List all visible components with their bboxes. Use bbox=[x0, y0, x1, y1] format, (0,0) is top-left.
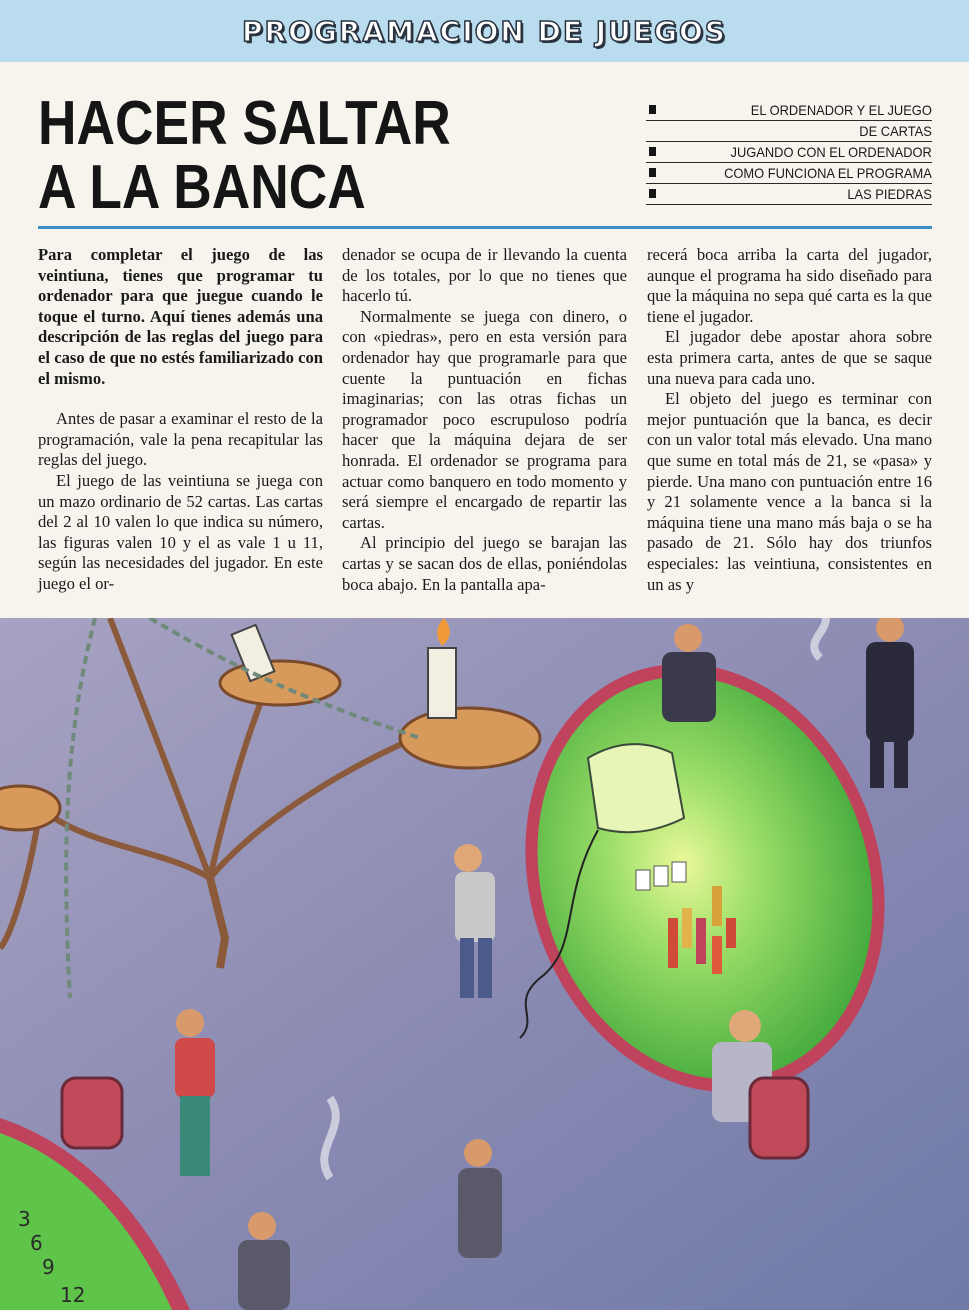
paragraph: recerá boca arriba la carta del jugador, aunque el programa ha sido diseñado para que la máquina no sepa qué carta es la que tiene el jugador. bbox=[647, 245, 932, 326]
section-banner bbox=[0, 0, 969, 62]
bullet-icon bbox=[649, 105, 656, 114]
roulette-number: 9 bbox=[42, 1255, 55, 1279]
article-title bbox=[38, 89, 451, 222]
toc-item: JUGANDO CON EL ORDENADOR bbox=[646, 142, 932, 163]
roulette-number: 12 bbox=[60, 1283, 86, 1307]
title-line-1: HACER SALTAR bbox=[38, 89, 451, 158]
card bbox=[636, 870, 650, 890]
bullet-icon bbox=[649, 189, 656, 198]
candle bbox=[428, 648, 456, 718]
card bbox=[654, 866, 668, 886]
toc-item: LAS PIEDRAS bbox=[646, 184, 932, 205]
toc-item: DE CARTAS bbox=[646, 121, 932, 142]
paragraph: denador se ocupa de ir llevando la cuenta de los totales, por lo que no tienes que hacerlo tú. bbox=[342, 245, 627, 306]
chair bbox=[750, 1078, 808, 1158]
paragraph: Al principio del juego se barajan las cartas y se sacan dos de ellas, poniéndolas boca abajo. En la pantalla apa- bbox=[342, 533, 627, 594]
bullet-icon bbox=[649, 147, 656, 156]
toc-item: EL ORDENADOR Y EL JUEGO bbox=[646, 100, 932, 121]
section-title: PROGRAMACION DE JUEGOS bbox=[242, 14, 727, 48]
bullet-icon bbox=[649, 168, 656, 177]
roulette-number: 6 bbox=[30, 1231, 43, 1255]
title-line-2: A LA BANCA bbox=[38, 153, 366, 222]
paragraph: El jugador debe apostar ahora sobre esta primera carta, antes de que se saque una nueva para cada uno. bbox=[647, 327, 932, 388]
roulette-number: 3 bbox=[18, 1207, 31, 1231]
paragraph: El objeto del juego es terminar con mejor puntuación que la banca, es decir con un valor total más elevado. Una mano que sume en total más de 21, se «pasa» y pierde. Una mano con puntuación entre 16 y 21 solamente vence a la banca si la máquina tiene una mano más baja o se ha pasado de 21. Sólo hay dos triunfos especiales: las veintiuna, consistentes en un as y bbox=[647, 389, 932, 594]
intro-paragraph: Para completar el juego de las veintiuna, tienes que programar tu ordenador para que juegue cuando le toque el turno. Aquí tienes además una descripción de las reglas del juego para el caso de que no estés familiarizado con el mismo. bbox=[38, 245, 323, 388]
table-of-contents bbox=[646, 100, 932, 205]
chair bbox=[62, 1078, 122, 1148]
illustration-svg bbox=[0, 618, 969, 1310]
paragraph: Antes de pasar a examinar el resto de la programación, vale la pena recapitular las reglas del juego. bbox=[38, 409, 323, 470]
divider bbox=[38, 226, 932, 229]
text-column-2 bbox=[342, 245, 627, 595]
text-column-3 bbox=[647, 245, 932, 595]
card bbox=[672, 862, 686, 882]
text-column-1 bbox=[38, 245, 323, 595]
computer-monitor bbox=[588, 744, 684, 832]
paragraph: El juego de las veintiuna se juega con un mazo ordinario de 52 cartas. Las cartas del 2 al 10 valen lo que indica su número, las figuras valen 10 y el as vale 1 u 11, según las necesidades del jugador. En este juego el or- bbox=[38, 470, 323, 593]
casino-illustration bbox=[0, 618, 969, 1310]
paragraph: Normalmente se juega con dinero, o con «piedras», pero en esta versión para ordenador hay que programarle para que cuente la puntuación en fichas imaginarias; con las otras fichas un programador poco escrupuloso podría hacer que la máquina dejara de ser honrada. El ordenador se programa para actuar como banquero en todo momento y será siempre el encargado de repartir las cartas. bbox=[342, 306, 627, 532]
toc-item: COMO FUNCIONA EL PROGRAMA bbox=[646, 163, 932, 184]
